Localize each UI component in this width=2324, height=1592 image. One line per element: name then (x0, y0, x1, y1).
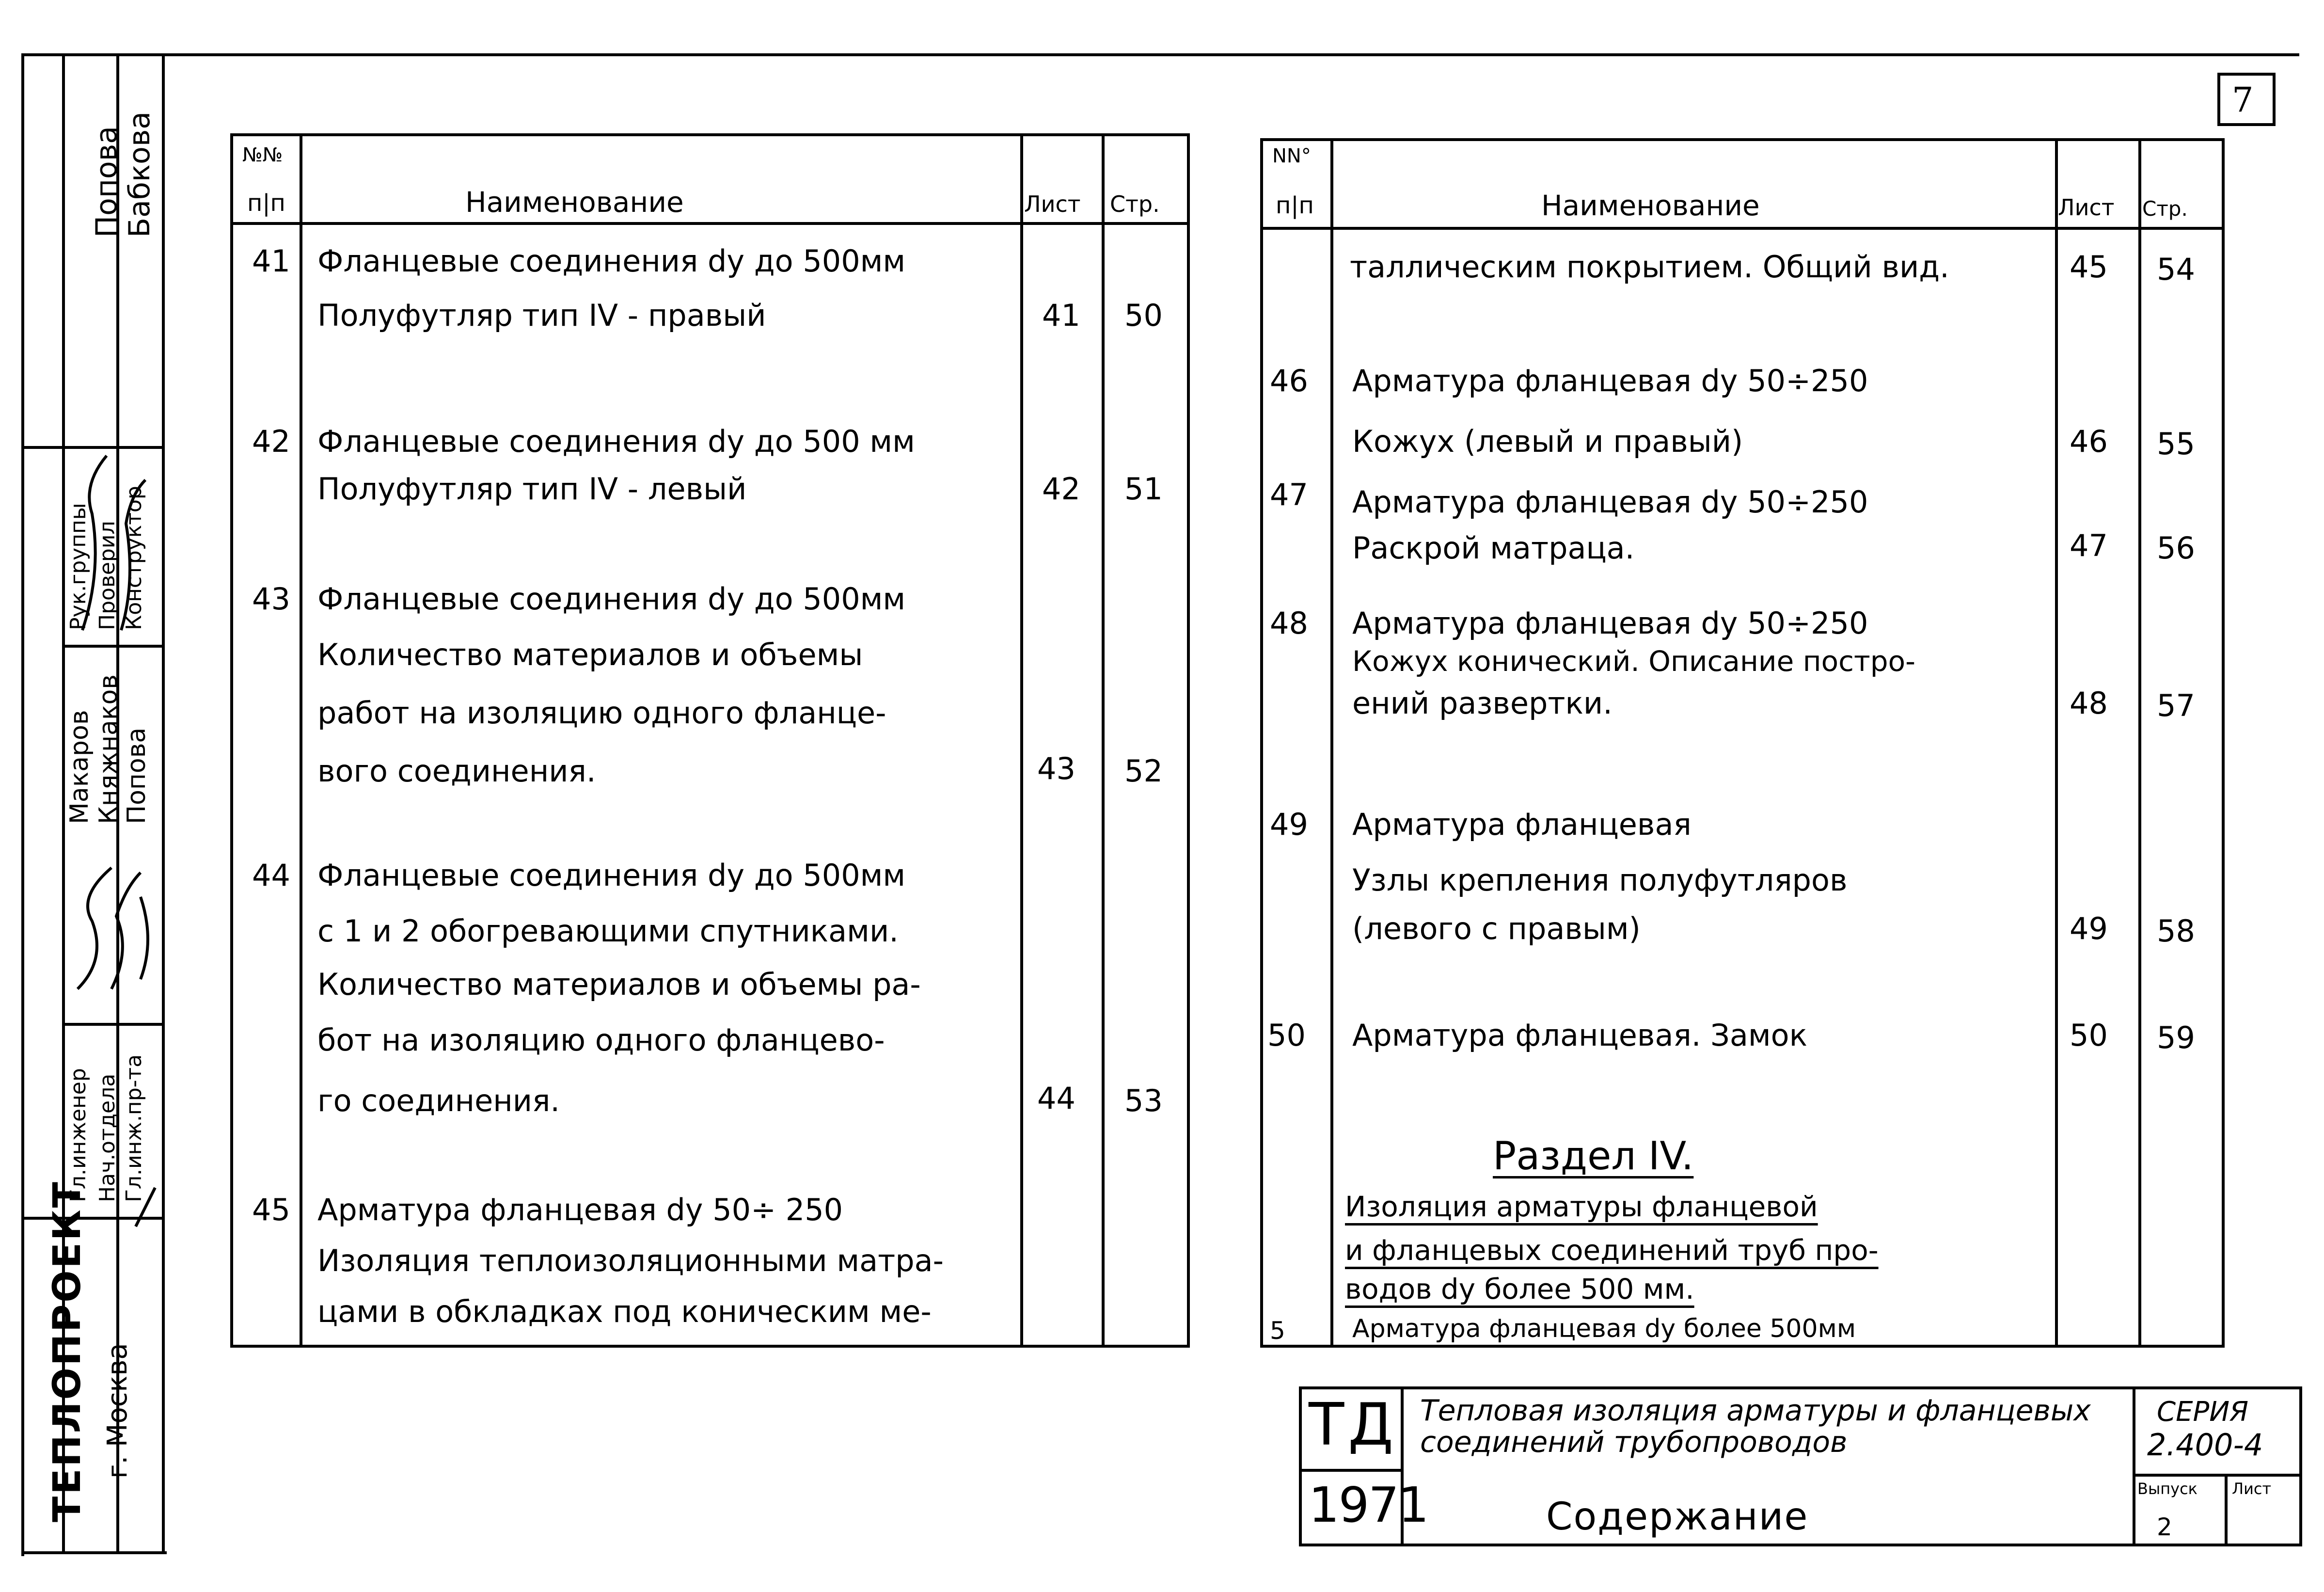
table-right-col-3 (2138, 138, 2141, 1348)
title-block-year: 1971 (1309, 1477, 1428, 1533)
table-right-header-line (1260, 227, 2225, 230)
title-block-title-line-1: Тепловая изоляция арматуры и фланцевых (1420, 1394, 2091, 1428)
right-hdr-num-bottom: п|п (1276, 192, 1314, 219)
stamp-name-popova: Попова (122, 727, 151, 824)
left-row-43-line-1: Фланцевые соединения dy до 500мм (317, 581, 906, 617)
table-right-col-2 (2055, 138, 2058, 1348)
title-block-col-3 (2225, 1474, 2228, 1546)
left-hdr-name: Наименование (465, 186, 684, 219)
table-right (1260, 138, 2225, 1348)
left-hdr-num-top: №№ (242, 144, 283, 166)
left-hdr-num-bottom: п|п (247, 190, 285, 217)
page-number: 7 (2232, 80, 2254, 120)
table-left-header-line (230, 222, 1190, 225)
right-hdr-sheet: Лист (2058, 194, 2115, 221)
left-row-43-line-3: работ на изоляцию одного фланце- (317, 695, 886, 731)
left-row-44-line-2: с 1 и 2 обогревающими спутниками. (317, 913, 899, 949)
right-row-last-num: 5 (1270, 1317, 1285, 1345)
left-row-42-page: 51 (1124, 471, 1163, 507)
stamp-name-popova-2: Попова (90, 126, 124, 238)
right-row-last-text: Арматура фланцевая dy более 500мм (1352, 1314, 1856, 1343)
frame-bottom-left (21, 1551, 167, 1554)
section-line-2: и фланцевых соединений труб про- (1345, 1234, 1879, 1267)
left-row-43-sheet: 43 (1037, 751, 1075, 786)
left-hdr-sheet: Лист (1024, 191, 1081, 217)
right-row-49-line-3: (левого с правым) (1352, 911, 1641, 946)
title-block-doc-title: Содержание (1546, 1495, 1809, 1539)
left-row-44-line-5: го соединения. (317, 1083, 560, 1118)
right-row-46-sheet: 46 (2070, 424, 2108, 459)
right-row-47-line-1: Арматура фланцевая dy 50÷250 (1352, 484, 1868, 520)
right-row-50-num: 50 (1267, 1018, 1306, 1053)
right-row-47-num: 47 (1270, 477, 1308, 512)
left-row-41-page: 50 (1124, 298, 1163, 333)
section-line-1: Изоляция арматуры фланцевой (1345, 1190, 1818, 1223)
right-row-46-line-2: Кожух (левый и правый) (1352, 424, 1743, 459)
left-row-43-num: 43 (252, 581, 290, 617)
right-row-49-num: 49 (1270, 807, 1308, 842)
right-row-46-page: 55 (2157, 426, 2195, 462)
table-left-col-2 (1020, 133, 1023, 1348)
frame-top-edge (21, 53, 2299, 56)
right-row-45-cont: таллическим покрытием. Общий вид. (1350, 249, 1949, 285)
left-row-45-line-1: Арматура фланцевая dy 50÷ 250 (317, 1192, 843, 1227)
left-row-44-sheet: 44 (1037, 1081, 1075, 1116)
section-title: Раздел IV. (1493, 1133, 1694, 1178)
title-block-issue-label: Выпуск (2137, 1480, 2198, 1498)
left-row-42-line-1: Фланцевые соединения dy до 500 мм (317, 424, 915, 459)
section-line-3: водов dy более 500 мм. (1345, 1273, 1694, 1305)
title-block-title-line-2: соединений трубопроводов (1420, 1425, 1848, 1459)
table-left-col-1 (300, 133, 302, 1348)
left-row-42-num: 42 (252, 424, 290, 459)
right-row-46-line-1: Арматура фланцевая dy 50÷250 (1352, 363, 1868, 398)
right-row-49-line-2: Узлы крепления полуфутляров (1352, 862, 1848, 898)
left-row-44-num: 44 (252, 858, 290, 893)
table-right-col-1 (1330, 138, 1333, 1348)
left-row-41-line-1: Фланцевые соединения dy до 500мм (317, 243, 906, 279)
right-row-49-sheet: 49 (2070, 911, 2108, 946)
left-row-45-num: 45 (252, 1192, 290, 1227)
title-block-hline-1 (1299, 1469, 1401, 1472)
stamp-role-proveril: Проверил (95, 521, 120, 630)
stamp-role-nach-otdela: Нач.отдела (95, 1073, 120, 1202)
left-row-41-line-2: Полуфутляр тип IV - правый (317, 298, 766, 333)
right-row-50-page: 59 (2157, 1020, 2195, 1055)
right-row-48-line-3: ений развертки. (1352, 685, 1613, 721)
right-row-48-line-2: Кожух конический. Описание постро- (1352, 645, 1916, 678)
title-block-hline-2 (2133, 1474, 2302, 1477)
left-row-41-num: 41 (252, 243, 290, 279)
title-block-sheet-label: Лист (2232, 1480, 2272, 1498)
stamp-role-gl-inzh-pr: Гл.инж.пр-та (122, 1054, 146, 1202)
right-row-50-line-1: Арматура фланцевая. Замок (1352, 1018, 1808, 1053)
right-hdr-num-top: NN° (1272, 145, 1311, 167)
right-row-47-sheet: 47 (2070, 528, 2108, 563)
right-row-47-page: 56 (2157, 530, 2195, 566)
left-row-43-line-2: Количество материалов и объемы (317, 637, 863, 672)
right-row-49-line-1: Арматура фланцевая (1352, 807, 1692, 842)
title-block-td: ТД (1309, 1391, 1398, 1459)
stamp-role-konstruktor: Конструктор (122, 486, 146, 630)
right-row-49-page: 58 (2157, 913, 2195, 949)
title-block-series-value: 2.400-4 (2147, 1427, 2263, 1463)
frame-left-edge (21, 53, 24, 1556)
left-row-41-sheet: 41 (1042, 298, 1080, 333)
title-block-col-2 (2133, 1386, 2135, 1546)
right-row-45-sheet: 45 (2070, 249, 2108, 285)
left-row-42-sheet: 42 (1042, 471, 1080, 507)
left-row-43-page: 52 (1124, 753, 1163, 789)
left-row-45-line-3: цами в обкладках под коническим ме- (317, 1294, 932, 1329)
right-row-48-line-1: Арматура фланцевая dy 50÷250 (1352, 605, 1868, 641)
left-row-43-line-4: вого соединения. (317, 753, 596, 789)
stamp-role-ruk-gruppy: Рук.группы (66, 503, 91, 630)
stamp-name-knyazhnakov: Княжнаков (94, 674, 123, 824)
right-row-45-page: 54 (2157, 252, 2195, 287)
left-row-44-page: 53 (1124, 1083, 1163, 1118)
left-row-44-line-4: бот на изоляцию одного фланцево- (317, 1022, 885, 1058)
left-row-42-line-2: Полуфутляр тип IV - левый (317, 471, 747, 507)
left-hdr-page: Стр. (1110, 191, 1160, 217)
stamp-city: г. Москва (102, 1343, 133, 1479)
title-block-series-label: СЕРИЯ (2157, 1396, 2249, 1428)
left-row-44-line-1: Фланцевые соединения dy до 500мм (317, 858, 906, 893)
right-row-48-num: 48 (1270, 605, 1308, 641)
right-hdr-name: Наименование (1541, 189, 1760, 222)
right-hdr-page: Стр. (2142, 197, 2188, 221)
right-row-50-sheet: 50 (2070, 1018, 2108, 1053)
stamp-name-babkova: Бабкова (123, 111, 157, 238)
left-row-45-line-2: Изоляция теплоизоляционными матра- (317, 1243, 944, 1278)
left-row-44-line-3: Количество материалов и объемы ра- (317, 967, 921, 1002)
title-block-issue-value: 2 (2157, 1513, 2172, 1541)
table-left-col-3 (1102, 133, 1105, 1348)
stamp-name-makarov: Макаров (65, 710, 94, 824)
stamp-org: ТЕПЛОПРОЕКТ (46, 1180, 89, 1522)
stamp-divider-3 (162, 53, 165, 1551)
right-row-46-num: 46 (1270, 363, 1308, 398)
stamp-signatures (63, 252, 160, 1270)
right-row-48-sheet: 48 (2070, 685, 2108, 721)
right-row-47-line-2: Раскрой матраца. (1352, 530, 1635, 566)
right-row-48-page: 57 (2157, 688, 2195, 723)
stamp-role-gl-inzhener: Гл.инженер (66, 1068, 91, 1202)
